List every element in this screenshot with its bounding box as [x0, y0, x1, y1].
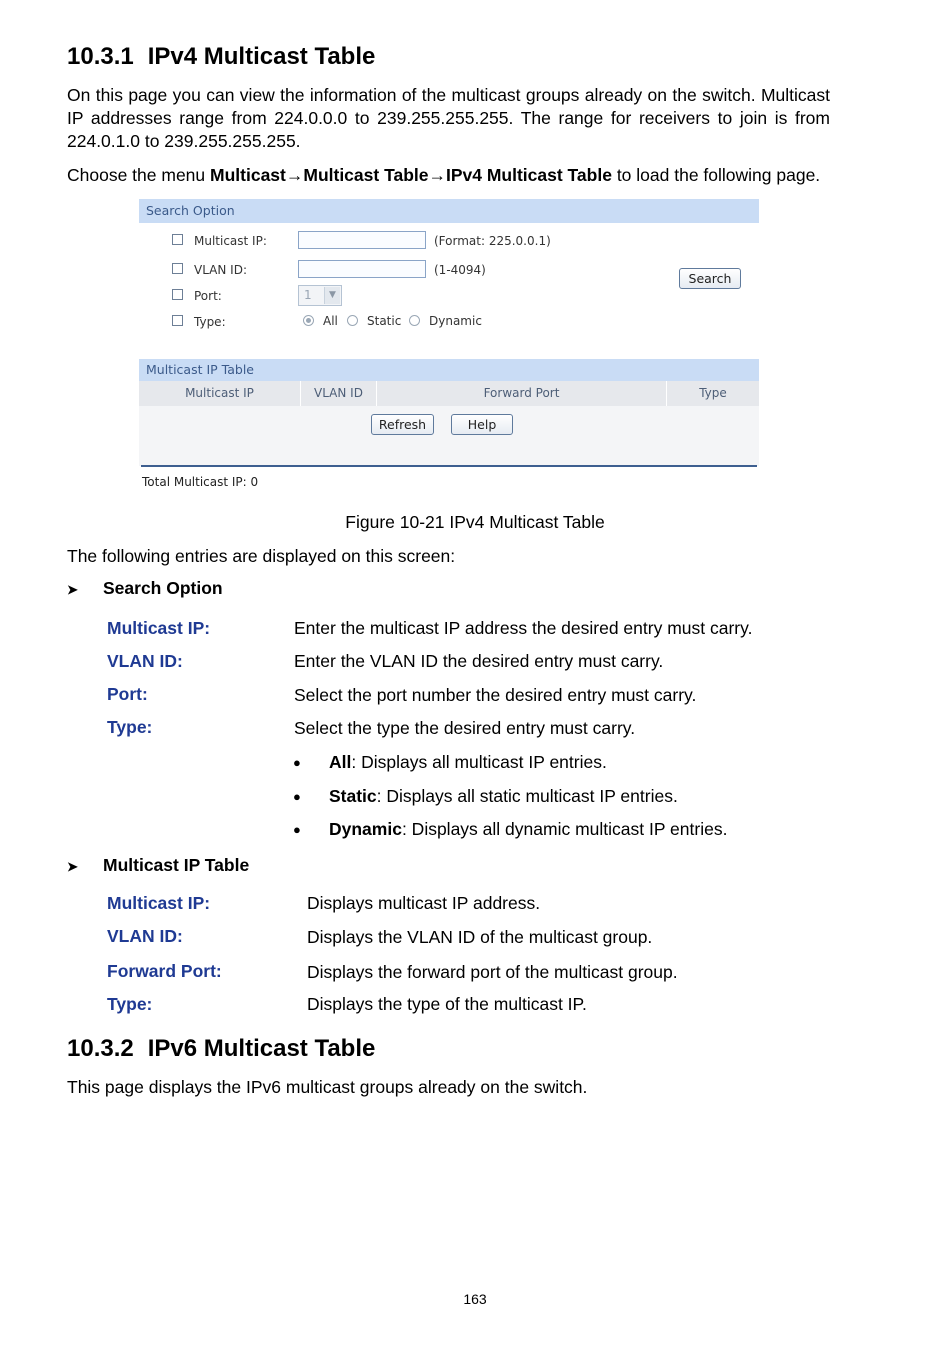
section-heading-ipv6: [67, 1035, 375, 1063]
column-vlan-id: VLAN ID: [301, 381, 377, 406]
section-title: IPv6 Multicast Table: [147, 1035, 376, 1062]
vlan-id-label: VLAN ID:: [194, 263, 247, 277]
desc-vlan-id: Displays the VLAN ID of the multicast group.: [307, 927, 653, 947]
multicast-ip-table-bar: Multicast IP Table: [139, 359, 759, 381]
type-all-label: All: [323, 314, 338, 328]
page-number: 163: [463, 1291, 487, 1307]
multicast-ip-input[interactable]: [298, 231, 426, 249]
intro-paragraph: [67, 84, 830, 153]
search-option-heading: Search Option: [103, 578, 223, 598]
search-button[interactable]: Search: [679, 268, 741, 289]
total-multicast-ip: Total Multicast IP: 0: [142, 475, 259, 489]
bullet-dot-icon: ●: [293, 755, 301, 770]
bullet-static: Static: Displays all static multicast IP entries.: [329, 786, 678, 806]
type-dynamic-label: Dynamic: [429, 314, 482, 328]
type-static-label: Static: [367, 314, 402, 328]
ipv6-intro: This page displays the IPv6 multicast groups already on the switch.: [67, 1077, 588, 1097]
intro-line: IP addresses range from 224.0.0.0 to 239.255.255.255. The range for receivers to join is from: [67, 108, 830, 128]
desc-multicast-ip: Enter the multicast IP address the desired entry must carry.: [294, 618, 753, 638]
column-type: Type: [699, 386, 727, 400]
column-forward-port: Forward Port: [377, 381, 667, 406]
desc-multicast-ip: Displays multicast IP address.: [307, 893, 541, 913]
table-body: [139, 406, 759, 466]
desc-vlan-id: Enter the VLAN ID the desired entry must carry.: [294, 651, 664, 671]
multicast-ip-table-heading: Multicast IP Table: [103, 855, 250, 875]
multicast-ip-format-hint: (Format: 225.0.0.1): [434, 234, 551, 248]
refresh-button[interactable]: Refresh: [371, 414, 434, 435]
type-checkbox[interactable]: [172, 315, 183, 326]
chevron-down-icon: ▼: [324, 287, 340, 304]
arrow-bullet-icon: ➤: [67, 582, 78, 597]
term-multicast-ip: Multicast IP:: [107, 618, 211, 638]
divider: [141, 465, 757, 467]
term-port: Port:: [107, 684, 148, 704]
port-select[interactable]: [298, 285, 342, 306]
term-forward-port: Forward Port:: [107, 961, 222, 981]
term-vlan-id: VLAN ID:: [107, 926, 183, 946]
desc-type: Displays the type of the multicast IP.: [307, 994, 587, 1014]
vlan-id-input[interactable]: [298, 260, 426, 278]
bullet-dot-icon: ●: [293, 822, 301, 837]
help-button[interactable]: Help: [451, 414, 513, 435]
type-dynamic-radio[interactable]: [409, 315, 420, 326]
term-vlan-id: VLAN ID:: [107, 651, 183, 671]
type-all-radio[interactable]: [303, 315, 314, 326]
desc-port: Select the port number the desired entry must carry.: [294, 685, 697, 705]
table-header: [139, 381, 759, 406]
desc-type: Select the type the desired entry must carry.: [294, 718, 636, 738]
term-type: Type:: [107, 994, 153, 1014]
entries-intro: The following entries are displayed on this screen:: [67, 546, 456, 566]
section-title: IPv4 Multicast Table: [147, 43, 376, 70]
port-select-value: 1: [304, 288, 312, 302]
section-heading-ipv4: [67, 43, 375, 71]
term-multicast-ip: Multicast IP:: [107, 893, 211, 913]
bullet-dynamic: Dynamic: Displays all dynamic multicast IP entries.: [329, 819, 728, 839]
menu-path: Multicast→Multicast Table→IPv4 Multicast Table: [210, 165, 612, 185]
type-static-radio[interactable]: [347, 315, 358, 326]
menu-instruction: Choose the menu Multicast→Multicast Table→IPv4 Multicast Table to load the following page.: [67, 165, 821, 185]
term-type: Type:: [107, 717, 153, 737]
section-number: 10.3.1: [67, 43, 134, 70]
vlan-id-range-hint: (1-4094): [434, 263, 486, 277]
ipv4-multicast-table-screenshot: [139, 199, 759, 495]
multicast-ip-checkbox[interactable]: [172, 234, 183, 245]
search-option-bar: Search Option: [139, 199, 759, 223]
intro-line: 224.0.1.0 to 239.255.255.255.: [67, 131, 301, 151]
vlan-id-checkbox[interactable]: [172, 263, 183, 274]
column-multicast-ip: Multicast IP: [139, 381, 301, 406]
arrow-bullet-icon: ➤: [67, 859, 78, 874]
bullet-dot-icon: ●: [293, 789, 301, 804]
multicast-ip-label: Multicast IP:: [194, 234, 267, 248]
type-label: Type:: [194, 315, 226, 329]
bullet-all: All: Displays all multicast IP entries.: [329, 752, 607, 772]
desc-forward-port: Displays the forward port of the multicast group.: [307, 962, 678, 982]
port-checkbox[interactable]: [172, 289, 183, 300]
section-number: 10.3.2: [67, 1035, 134, 1062]
figure-caption: Figure 10-21 IPv4 Multicast Table: [345, 512, 605, 532]
intro-line: On this page you can view the information of the multicast groups already on the switch. Multicast: [67, 85, 830, 105]
port-label: Port:: [194, 289, 222, 303]
